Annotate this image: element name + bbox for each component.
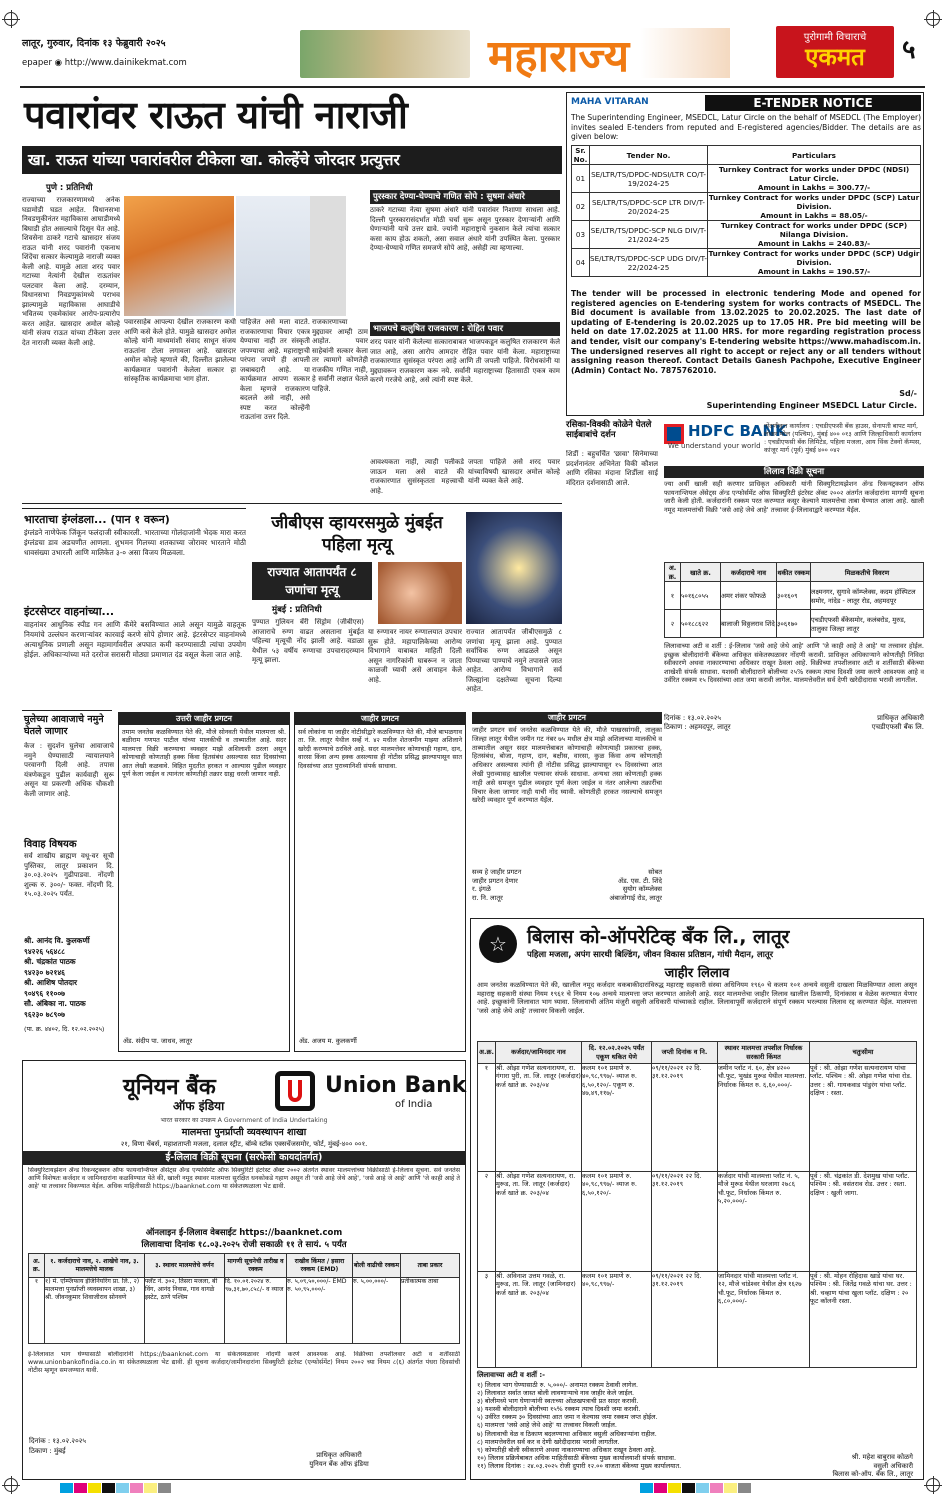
hdfc-title: लिलाव विक्री सूचना [664,466,924,478]
side1-headline: पुरस्कार देण्या-घेण्याचे गणित सोपे : सुषमा अंधारे [370,190,560,204]
paper-tagline: पुरोगामी विचाराचे [803,32,867,43]
th-particulars: Particulars [708,146,921,165]
tender-particulars: Turnkey Contract for works under DPDC (NDSI) Latur Circle. [718,165,910,183]
th-amount: थकीत रक्कम [777,563,811,582]
brief1-body: इंग्लंडने नाणेफेक जिंकून फलंदाजी स्वीकारली. भारताच्या गोलंदाजांनी भेदक मारा करत इंग्लंडचा डाव अडचणीत आणला. शुभमन गिलच्या शतकाच्या जोरावर भारताने मोठी धावसंख्या उभारली आणि मालिकेत ३-० असा विजय मिळवला. [24,528,246,557]
tender-particulars: Turnkey Contract for works under DPDC (SCP) Nilanga Division. [720,221,908,239]
hdfc-sign2: एचडीएफसी बँक लि. [871,723,924,731]
union-title: ई-लिलाव विक्री सूचना (सरफेसी कायदांतर्गत) [23,1151,465,1165]
th-sr: Sr. No. [572,146,590,165]
bilas-term: ७) लिलावाची वेळ व ठिकाण बदलण्याचा अधिकार वसुली अधिकाऱ्यांना राहील. [477,1429,657,1438]
th-no: अ.क्र. [478,1042,496,1064]
tender-amount: Amount in Lakhs = 88.05/- [760,211,868,220]
hdfc-row-amount: ३०१६०९ [777,582,811,610]
hdfc-row-account: ५०१६८०५५ [681,582,721,610]
gbs-kicker: राज्यात आतापर्यंत ८ जणांचा मृत्यू [252,562,372,600]
tender-table [571,145,921,277]
rule [22,508,246,509]
lead-subhead: खा. राऊत यांच्या पवारांवरील टीकेला खा. कोल्हेंचे जोरदार प्रत्युत्तर [22,146,562,174]
hdfc-place: ठिकाण : अहमदपूर, लातूर [664,723,731,731]
jahir-name: जाहीर प्रगटन देणार [472,876,518,885]
photo-raut [236,196,312,316]
union-row-no: १ [29,1278,45,1344]
bilas-row-bounds: पूर्व : श्री. ओझा गणेश सत्यनारायण यांचा प्लॉट. पश्चिम : श्री. ओझा गणेश यांचा रोड. उत्तर : श्री. गायकवाड पांडुरंग यांचा प्लॉट. दक्षिण : रस्ता. [810,1064,917,1172]
bilas-row-attach: ०९/११/२०२१ २२ दि. ३१.१२.२०१९ [652,1272,718,1368]
th-no: अ. क्र. [29,1254,45,1278]
th-property: ३. स्थावर मालमत्तेचे वर्णन [145,1254,225,1278]
bilas-term: ९) कोणतीही बोली स्वीकारणे अथवा नाकारण्याचा अधिकार राखून ठेवला आहे. [477,1445,656,1454]
th-borrower: १. कर्जदाराचे नाव, २. शाखेचे नाव, ३. मालमत्तेचे मालक [45,1254,145,1278]
bilas-row-due: कलम १०१ प्रमाणे रु. ४०,९८,९९७/- व्याज रु. ६,५०,१२०/- एकूण रु. ४७,४९,११७/- [582,1064,652,1172]
union-sign: प्राधिकृत अधिकारी [316,1451,362,1459]
bilas-title: बिलास को-ऑपरेटिव्ह बँक लि., लातूर [527,926,790,948]
th-demand: मागणी सूचनेची तारीख व रक्कम [225,1254,287,1278]
union-sign: युनियन बँक ऑफ इंडिया [309,1459,369,1468]
union-name-mr: यूनियन बैंक [123,1075,216,1100]
notice-a-box [118,712,290,1052]
rasik-headline: रसिका-विक्की कोळेने घेतले साईबाबांचे दर्शन [566,420,652,440]
jahir-name: अंबाजोगाई रोड, लातूर [609,893,662,902]
bilas-row-name: श्री. ओझा गणेश सत्यनारायण, रा. गंगारा पुरी, ता. जि. लातूर (कर्जदार) कर्ज खाते क्र. २०३/०४ [496,1064,582,1172]
bilas-sign: श्री. महेश बाबुराव कोळगे [851,1453,913,1461]
union-name-en: Union Bank [325,1073,467,1098]
th-tender-no: Tender No. [590,146,708,165]
death-body: केज : सुदर्शन घुलेचा आवाजाचे नमुने घेण्यासाठी न्यायालयाने परवानगी दिली आहे. तपास यंत्रणेकडून पुढील कार्यवाही सुरू असून या प्रकरणी अधिक चौकशी केली जाणार आहे. [24,742,114,798]
rule [22,710,112,711]
th-reserve: राखीव किंमत / इसारा रक्कम (EMD) [287,1254,353,1278]
notice-b-box [294,712,466,1052]
tender-no: SE/LTR/TS/DPDC-SCP LTR DIV/T-20/2024-25 [590,193,708,221]
registration-mark [926,12,940,26]
notice-a-sign: ॲड. संदीप पा. जाधव, लातूर [123,1037,193,1045]
bilas-row-property: कर्जदार यांची मालमत्ता प्लॉट नं. ५, मौजे मुरूड येथील घरजागा २७८६ चौ.फूट, निर्धारक किंमत रु. ५,२०,०००/- [718,1172,810,1272]
bilas-row-name: श्री. अविनाश उत्तम गवळे, रा. मुरूड, ता. जि. लातूर (जामिनदार) कर्ज खाते क्र. २०३/०४ [496,1272,582,1368]
matri-contact: ९४२२६ ५६४८८ [24,946,66,956]
lead-col3b: राजकारणाच्या मुद्द्यावर आम्ही ठाम आहोत. पवार साहेबांनी सत्कार केला तर त्यामागे कोणतेही राजकीय गणित नाही, हे सर्वांनी लक्षात घेतले पाहिजे. [312,318,368,393]
hdfc-row-borrower: अमर शंकर फोफळे [721,582,777,610]
gbs-col3: राज्यात आतापर्यंत जीबीएसमुळे ८ जणांचा मृत्यू झाला आहे. पुण्यात सर्वाधिक रुग्ण आढळले असून पिण्याच्या पाण्याचे नमुने तपासले जात आहेत. आरोग्य विभागाने सर्व जिल्ह्यांना दक्षतेच्या सूचना दिल्या आहेत. [466,628,562,693]
rasik-body: शिर्डी : बहुचर्चित 'छावा' सिनेमाच्या प्रदर्शनानंतर अभिनेता विकी कौशल आणि रसिका मंदाना शिर्डीला साई मंदिरात दर्शनासाठी आले. [566,450,658,487]
brief2-headline: इंटरसेप्टर वाहनांच्या... [24,605,115,618]
registration-mark [4,1478,18,1492]
jahir-name: र. इंगळे [472,885,491,893]
hdfc-sign1: प्राधिकृत अधिकारी [877,714,924,722]
union-row-property: फ्लॅट नं. ३०२, तिसरा मजला, बी विंग, आनंद निवास, गाव वागळे इस्टेट, ठाणे पश्चिम [145,1278,225,1344]
union-row-possession: प्रतीकात्मक ताबा [401,1278,460,1344]
bilas-row-bounds: पूर्व : श्री. मोहन रोहिदास खाडे यांचा घर. पश्चिम : श्री. जितेंद्र गवळे यांचा घर. उत्तर : श्री. चव्हाण यांचा खुला प्लॉट. दक्षिण : २० फूट कॉलनी रस्ता. [810,1272,917,1368]
matri-headline: विवाह विषयक [24,839,77,850]
union-sub-mr: ऑफ इंडिया [173,1099,225,1113]
brief2-body: वाहनांवर आधुनिक स्पीड गन आणि कॅमेरे बसविण्यात आले असून यामुळे वाहतूक नियमांचे उल्लंघन करणाऱ्यांवर कारवाई करणे सोपे होणार आहे. इंटरसेप्टर वाहनांमध्ये अत्याधुनिक प्रणाली असून महामार्गावरील अपघात कमी करण्यासाठी त्यांचा उपयोग होईल. अधिकाऱ्यांच्या मते दररोज सरासरी मोठ्या प्रमाणात दंड वसूल केला जात आहे. [24,620,246,659]
bilas-table [477,1041,917,1368]
tender-sr: 04 [572,249,590,277]
epaper-line [22,58,187,68]
matri-contact: ९६२३० ७८९०७ [24,1009,66,1019]
photo-neurons [466,512,562,624]
notice-b-sign: ॲड. अजय म. कुलकर्णी [299,1037,357,1045]
th-no: अ. क्र. [665,563,681,582]
matri-contact: सौ. अंबिका ना. पाठक [24,999,86,1008]
notice-b-title: जाहीर प्रगटन [295,713,465,725]
hdfc-row-borrower: बालाजी विठ्ठलराव शिंदे [721,610,777,638]
side2-headline: भाजपचे कलुषित राजकारण : रोहित पवार [370,322,560,336]
side1-body: ठाकरे गटाच्या नेत्या सुषमा अंधारे यांनी पवारांवर निशाणा साधला आहे. दिल्ली पुरस्कारासंदर्भात मोठी चर्चा सुरू असून पुरस्कार देणाऱ्यांनी आणि घेणाऱ्यांनी याचे उत्तर द्यावे. ज्यांनी महाराष्ट्राचे नुकसान केले त्यांचा सत्कार कसा काय होऊ शकतो, असा सवाल अंधारे यांनी उपस्थित केला. पुरस्कार देण्या-घेण्याचे गणित समजणे सोपे आहे, असेही त्या म्हणाल्या. [370,206,560,252]
bilas-term: ४) यशस्वी बोलीदाराने बोलीच्या १५% रक्कम त्याच दिवशी जमा करावी. [477,1405,641,1414]
gbs-col1: पुण्यात गुलियन बॅरी सिंड्रोम (जीबीएस) आजाराचे रुग्ण वाढत असताना मुंबईत पहिल्या मृत्यूची नोंद झाली आहे. वडाळा येथील ५३ वर्षीय रुग्णाचा उपचारादरम्यान मृत्यू झाला. [252,618,364,664]
bilas-term: ११) लिलाव दिनांक : २४.०३.२०२५ रोजी दुपारी १२.०० वाजता बँकेच्या मुख्य कार्यालयात. [477,1461,682,1470]
matri-contact: ९४२३० ७२१४६ [24,967,66,977]
union-auction-site: ऑनलाइन ई-लिलाव वेबसाईट https://baanknet.com [145,1228,343,1238]
photo-pawar [310,196,346,316]
hdfc-row-property: एचडीएफसी बँकेसमोर, कलंबरोड, मुरुड, तालुका जिल्हा लातूर [811,610,924,638]
page-number: ५ [902,35,916,65]
paper-name: एकमत [805,43,865,71]
bilas-term: ६) मालमत्ता 'जसे आहे जेथे आहे' या तत्त्वावर विकली जाईल. [477,1421,617,1430]
union-row-increment: रु. ५,००,०००/- [353,1278,401,1344]
brief1-headline: भारताचा इंग्लंडला... (पान १ वरून) [24,513,170,526]
death-headline: घुलेच्या आवाजाचे नमुने घेतले जाणार [24,714,104,737]
union-footer: ई-लिलावात भाग घेण्यासाठी बोलीदारांनी https://baanknet.com या संकेतस्थळावर नोंदणी करणे आवश्यक आहे. विक्रीच्या तपशीलवार अटी व शर्तींसाठी www.unionbankofindia.co.in या संकेतस्थळाला भेट द्यावी. ही सूचना कर्जदार/जामीनदारांना सिक्युरिटी इंटरेस्ट (एन्फोर्समेंट) नियम २००२ च्या नियम ८(६) अंतर्गत पंधरा दिवसांची नोटीस म्हणून समजण्यात यावी. [28,1351,460,1375]
tender-no: SE/LTR/TS/DPDC-NDSI/LTR CO/T-19/2024-25 [590,165,708,193]
union-auction-date: लिलावाचा दिनांक १८.०३.२०२५ रोजी सकाळी ११ ते सायं. ५ पर्यंत [141,1240,347,1250]
hdfc-slogan: We understand your world [668,442,761,450]
bilas-row-name: श्री. ओझा गणेश सत्यनारायण, रा. मुरूड, ता. जि. लातूर (कर्जदार) कर्ज खाते क्र. २०३/०४ [496,1172,582,1272]
tender-amount: Amount in Lakhs = 240.83/- [757,239,871,248]
tender-sr: 03 [572,221,590,249]
lead-byline: पुणे : प्रतिनिधी [46,183,93,193]
notice-a-title: उत्तरी जाहीर प्रगटन [119,713,289,725]
lead-headline: पवारांवर राऊत यांची नाराजी [24,93,408,137]
tender-particulars: Turnkey Contract for works under DPDC (SCP) Latur Division. [708,193,920,211]
th-property: मिळकतीचे विवरण [811,563,924,582]
matri-body: सर्व शाखीय ब्राह्मण वधू-वर सूची पुस्तिका, लातूर प्रकाशन दि. ३०.०३.२०२५ गुढीपाडवा. नोंदणी शुल्क रु. ३००/- फक्त. नोंदणी दि. १५.०३.२०२५ पर्यंत. [24,852,114,898]
bilas-signature [833,1453,913,1479]
th-account: खाते क्र. [681,563,721,582]
side2-body: शरद पवार यांनी केलेल्या सत्काराबाबत भाजपकडून कलुषित राजकारण केले जात आहे, असा आरोप आमदार रोहित पवार यांनी केला. महाराष्ट्राच्या राजकारणात सुसंस्कृत परंपरा आहे आणि ती जपली पाहिजे. विरोधकांनी या मुद्द्यावरून राजकारण करू नये. सर्वांनी महाराष्ट्राच्या हितासाठी एकत्र काम करणे गरजेचे आहे, असे त्यांनी स्पष्ट केले. [370,338,560,384]
epaper-label: epaper [22,58,52,68]
union-body: सिक्युरिटायझेशन ॲन्ड रिकन्स्ट्रक्शन ऑफ फायनान्शियल ॲसेट्स ॲन्ड एन्फोर्समेंट ऑफ सिक्युरिटी इंटरेस्ट ॲक्ट २००२ अंतर्गत स्थावर मालमत्तांच्या विक्रीसाठी ई-लिलाव सूचना. सर्व जनतेस आणि विशेषतः कर्जदार व जामिनदारांना कळविण्यात येते की, खाली नमूद स्थावर मालमत्ता सुरक्षित धनकोकडे गहाण असून ती 'जसे आहे जेथे आहे', 'जसे आहे जे आहे' आणि 'जे काही आहे ते आहे' या तत्त्वावर विकण्यात येईल. अधिक माहितीसाठी https://baanknet.com या संकेतस्थळाला भेट द्यावी. [28,1167,460,1191]
bilas-sign: वसुली अधिकारी [873,1461,913,1470]
bilas-address: पहिला मजला, अपंग सारथी बिल्डिंग, जीवन विकास प्रतिष्ठान, गांधी मैदान, लातूर [527,949,774,959]
hdfc-row-no: २ [665,610,681,638]
gbs-col2: या रुग्णावर नायर रुग्णालयात उपचार सुरू होते. महापालिकेच्या आरोग्य विभागाने याबाबत माहिती दिली असून नागरिकांनी घाबरून न जाता काळजी घ्यावी असे आवाहन केले आहे. [368,628,462,684]
bilas-term: ५) उर्वरित रक्कम ३० दिवसांच्या आत जमा न केल्यास जमा रक्कम जप्त होईल. [477,1413,658,1422]
color-bar [640,1483,752,1493]
bilas-row-no: २ [478,1172,496,1272]
union-address: २१, विणा चेंबर्स, महाशताप्ती मजला, दलाल स्ट्रीट, बॉम्बे स्टॉक एक्सचेंजसमोर, फोर्ट, मुंबई-४०० ००१. [120,1140,368,1148]
hdfc-row-account: ५०१८८६२२ [681,610,721,638]
th-borrower: कर्जदाराचे नाव [721,563,777,582]
union-place: ठिकाण : मुंबई [29,1447,66,1455]
photo-kolhe [124,196,234,316]
union-sub-en: of India [395,1099,433,1110]
jahir-names [472,868,662,902]
hdfc-logo-icon [664,424,684,444]
lead-col1: राज्याच्या राजकारणामध्ये अनेक घडामोडी घडत आहेत. विधानसभा निवडणुकीनंतर महाविकास आघाडीमध्ये बिघाडी होत असल्याचे दिसून येत आहे. शिवसेना ठाकरे गटाचे खासदार संजय राऊत यांनी शरद पवारांनी एकनाथ शिंदेंचा सत्कार केल्यामुळे नाराजी व्यक्त केली आहे. यामुळे आता शरद पवार गटाच्या नेत्यांनी देखील राऊतांवर पलटवार केला आहे. दरम्यान, विधानसभा निवडणुकांमध्ये पराभव झाल्यामुळे महाविकास आघाडीचे भवितव्य एकमेकांवर आरोप-प्रत्यारोप करत आहेत. खासदार अमोल कोल्हे यांनी संजय राऊत यांच्या टीकेला उत्तर देत नाराजी व्यक्त केली आहे. [22,196,120,347]
jahir-title: जाहीर प्रगटन [472,712,662,724]
masthead-rule [20,86,925,88]
bilas-sign: बिलास को-ऑप. बँक लि., लातूर [832,1470,913,1479]
lead-col3: पाहिजेत असे मला वाटते. राजकारणाचा विचार एकत्र येण्याचा नाही तर संस्कृती जपण्याचा आहे. महाराष्ट्राची परंपरा जपणे ही आपली जबाबदारी आहे. या कार्यक्रमात आपण सत्कार केला म्हणजे राजकारण बदलले असे नाही, असे स्पष्ट करत कोल्हेंनी राऊतांना उत्तर दिले. [240,318,310,421]
union-tagline: भारत सरकार का उपक्रम A Government of India Undertaking [160,1117,328,1124]
matri-contact: ९०४९६ ११००७ [24,988,66,998]
bilas-term: १) लिलाव भाग घेण्यासाठी रु. ५,०००/- अनामत रक्कम ठेवावी लागेल. [477,1381,638,1389]
hdfc-row-no: १ [665,582,681,610]
hdfc-table [664,562,924,638]
matri-contact: श्री. आनंद वि. कुलकर्णी [24,936,90,945]
color-bar [60,1483,172,1493]
section-title: महाराज्य [488,31,630,82]
matri-contact: श्री. आशिष पोतदार [24,978,78,987]
tender-intro: The Superintending Engineer, MSEDCL, Latur Circle on the behalf of MSEDCL (The Employer) invites sealed E-tenders from reputed and E-registered agencies/Bidder. The details are as given below: [571,113,921,141]
th-attachment: जप्ती दिनांक व नि. [652,1042,718,1064]
bilas-row-due: कलम १०१ प्रमाणे रु. ४०,९८,९९७/- व्याज रु. ६,५०,१२०/- [582,1172,652,1272]
maharashtra-map-banner [300,30,470,78]
bilas-row-attach: ०९/११/२०२१ २२ दि. ३१.१२.२०१९ [652,1172,718,1272]
gbs-headline: जीबीएस व्हायरसमुळे मुंबईत पहिला मृत्यू [271,513,443,555]
bilas-box [470,918,924,1480]
hdfc-terms: लिलावाच्या अटी व शर्ती : ई-लिलाव 'जसे आहे जेथे आहे' आणि 'जे काही आहे ते आहे' या तत्त्वावर होईल. इच्छुक बोलीदारांनी बँकेच्या अधिकृत संकेतस्थळावर नोंदणी करावी. प्राधिकृत अधिकाऱ्याने कोणतीही निविदा स्वीकारणे अथवा नाकारण्याचा अधिकार राखून ठेवला आहे. विक्रीच्या तपशीलवार अटी व शर्तीसाठी बँकेच्या शाखेशी संपर्क साधावा. यशस्वी बोलीदाराने बोलीच्या २५% रक्कम त्याच दिवशी जमा करणे आवश्यक आहे व उर्वरित रक्कम १५ दिवसांच्या आत जमा करावी लागेल. मालमत्तेवरील सर्व देणी खरेदीदारास भरावी लागतील. [664,642,924,684]
union-signature [223,1451,455,1469]
matri-footer: (पा. क्र. ४४०२, दि. १२.०२.२०२५) [24,1025,105,1033]
union-row-reserve: रु. ५,०९,५०,०००/- EMD रु. ५०,९५,०००/- [287,1278,353,1344]
lead-col2: पवारसाहेब आपल्या देखील राजकारण कधी आणि कसे केले होते. यामुळे खासदार अमोल कोल्हे यांनी माध्यमांशी संवाद साधून संजय राऊतांना टोला लगावला आहे. खासदार अमोल कोल्हे म्हणाले की, दिल्लीत झालेल्या कार्यक्रमात पवारांनी केलेला सत्कार हा सांस्कृतिक कार्यक्रमाचा भाग होता. [124,318,236,383]
th-borrower: कर्जदार/जामिनदार नाव [496,1042,582,1064]
bilas-term: २) लिलावात सर्वात जास्त बोली लावणाऱ्याचे नाव जाहीर केले जाईल. [477,1389,635,1398]
mahavitaran-logo: MAHA VITARAN [571,97,649,107]
jahir-name: सुयोग कॉम्प्लेक्स [622,885,662,893]
paper-logo [776,26,894,78]
side2-tail1: आवश्यकता नाही, त्याही पलीकडे जाऊन मला असे वाटते की राजकारणात सुसंस्कृतता महत्त्वाची आहे. [370,458,464,495]
th-possession: ताबा प्रकार [401,1254,460,1278]
tender-no: SE/LTR/TS/DPDC-SCP NLG DIV/T-21/2024-25 [590,221,708,249]
hdfc-row-property: लक्ष्मनगर, सुगावे कॉम्प्लेक्स, कदम हॉस्पिटल समोर, नांदेड - लातूर रोड, अहमदपूर [811,582,924,610]
tender-particulars: Turnkey Contract for works under DPDC (SCP) Udgir Division. [708,249,920,267]
bilas-intro: आम जनतेस कळविण्यात येते की, खालील नमूद कर्जदार थकबाकीदारांविरुद्ध महाराष्ट्र सहकारी संस्था अधिनियम १९६० चे कलम १०१ अन्वये वसुली दाखला मिळविण्यात आला असून महाराष्ट्र सहकारी संस्था नियम १९६१ चे नियम १०७ अन्वये मालमत्ता जप्त करण्यात आलेली आहे. सदर मालमत्तेचा जाहीर लिलाव खालील ठिकाणी, दिनांकास व वेळेस करण्यात येणार आहे. इच्छुकांनी लिलावात भाग घ्यावा. लिलावाची अंतिम मंजुरी वसुली अधिकारी यांच्याकडे राहील. लिलावापूर्वी कर्जदाराने संपूर्ण रक्कम भरल्यास लिलाव रद्द करण्यात येईल. मालमत्ता 'जसे आहे जेथे आहे' तत्त्वावर विकली जाईल. [477,981,917,1015]
bilas-notice: जाहीर लिलाव [664,966,730,981]
union-box [22,1060,466,1480]
th-increment: बोली वाढीची रक्कम [353,1254,401,1278]
registration-mark [926,1478,940,1492]
tender-amount: Amount in Lakhs = 300.77/- [757,183,871,192]
tender-sr: 01 [572,165,590,193]
bilas-row-no: १ [478,1064,496,1172]
notice-a-body: तमाम जनतेस कळविण्यात येते की, मौजे सोनवती येथील मालमत्ता श्री. बळीराम गणपत पाटील यांच्या मालकीची व ताब्यातील आहे. सदर मालमत्ता विक्री करण्याचा व्यवहार माझे अशिलाशी ठरला असून कोणाचाही कोणताही हक्क किंवा हितसंबंध असल्यास सात दिवसांच्या आत लेखी कळवावे. विहित मुदतीत हरकत न आल्यास पुढील व्यवहार पूर्ण केला जाईल व त्यानंतर कोणतीही तक्रार ग्राह्य धरली जाणार नाही. [122,728,286,779]
side2-tail2: जपता पाहिजे असे शरद पवार यांच्याविषयी खासदार अमोल कोल्हे यांनी व्यक्त केले आहे. [468,458,560,485]
union-logo-icon [275,1071,315,1111]
bilas-row-bounds: पूर्व : श्री. चंद्रकांत डी. देशमुख यांचा प्लॉट. पश्चिम : श्री. वसंतराव रोड. उत्तर : रस्ता. दक्षिण : खुली जागा. [810,1172,917,1272]
tender-no: SE/LTR/TS/DPDC-SCP UDG DIV/T-22/2024-25 [590,249,708,277]
tender-box [566,92,924,416]
bilas-row-attach: ०९/११/२०२१ २२ दि. ३१.१२.२०१९ [652,1064,718,1172]
union-date: दिनांक : १३.०२.२०२५ [29,1437,86,1445]
hdfc-body: ज्या अर्थी खाली सही करणार प्राधिकृत अधिकारी यांनी सिक्युरिटायझेशन ॲन्ड रिकन्स्ट्रक्शन ऑफ फायनान्शियल ॲसेट्स ॲन्ड एन्फोर्समेंट ऑफ सिक्युरिटी इंटरेस्ट ॲक्ट २००२ अंतर्गत कर्जदारांना मागणी सूचना जारी केली होती. कर्जदारांनी रक्कम परत करण्यात कसूर केल्याने मालमत्तेचा ताबा घेण्यात आला आहे. खाली नमूद मालमत्तांची विक्री 'जसे आहे जेथे आहे' तत्त्वावर ई-लिलावाद्वारे करण्यात येईल. [664,480,924,514]
jahir-name: रा. नि. लातूर [472,893,503,902]
bilas-row-due: कलम १०१ प्रमाणे रु. ४०,९८,९९७/- [582,1272,652,1368]
union-row-name: १) मे. एम्प्लिफाय इंजिनियरिंग प्रा. लि., २) मालमत्ता पुनर्प्राप्ती व्यवस्थापन शाखा, ३) श्री. जीवनकुमार शिवाजीराव सोनवणे [45,1278,145,1344]
photo-gbs [378,562,462,624]
tender-amount: Amount in Lakhs = 190.57/- [757,267,871,276]
matri-contact: श्री. चंद्रकांत पाठक [24,957,76,966]
matri-contacts [24,936,116,1020]
globe-icon: ◉ [54,58,63,68]
dateline: लातूर, गुरुवार, दिनांक १३ फेब्रुवारी २०२५ [22,38,166,49]
tender-sr: 02 [572,193,590,221]
tender-body: The tender will be processed in electronic tendering Mode and opened for registered agencies on E-tendering system for works contracts of MSEDCL. The Bid document is available from 13.02.2025 to 20.02.2025. The last date of updating of E-tendering is 20.02.2025 up to 17.05 HR. Pre bid meeting will be held on date 17.02.2025 at 11.00 HRS. for more regarding registration process and tender, visit our company's E-tendering website https://www.mahadiscom.in. The undersigned reserves all right to accept or reject any or all tenders without assigning reason thereof. Contact Details Ganesh Pachpohe, Executive Engineer (Admin) Contact No. 7875762010. [571,289,921,375]
bilas-terms-title: लिलावाच्या अटी व शर्ती :- [477,1371,546,1379]
jahir-name: सव्य हे जाहीर प्रगटन [472,868,522,876]
jahir-body: जाहीर प्रगटन सर्व जनतेस कळविण्यात येते की, मौजे पाखरसांगवी, तालुका जिल्हा लातूर येथील जमीन गट नंबर ७५ मधील क्षेत्र माझे अशिलाच्या मालकीचे व ताब्यातील असून सदर मालमत्तेबाबत कोणाचाही कोणत्याही प्रकारचा हक्क, हितसंबंध, बोजा, गहाण, दान, बक्षीस, वारसा, कुळ किंवा अन्य कोणताही अधिकार असल्यास त्यांनी ही नोटीस प्रसिद्ध झाल्यापासून १५ दिवसांच्या आत लेखी पुराव्यासह खालील पत्त्यावर संपर्क साधावा. अन्यथा तसा कोणताही हक्क नाही असे समजून पुढील व्यवहार पूर्ण केला जाईल व नंतर आलेल्या तक्रारींचा विचार केला जाणार नाही याची नोंद घ्यावी. कोणतीही हरकत नसल्याचे समजून खरेदी व्यवहार पूर्ण करण्यात येईल. [472,726,662,805]
notice-b-body: सर्व लोकांना या जाहीर नोटीसीद्वारे कळविण्यात येते की, मौजे बाभळगाव ता. जि. लातूर येथील सर्व्हे नं. ४२ मधील शेतजमीन माझ्या अशिलाने खरेदी करण्याचे ठरविले आहे. सदर मालमत्तेवर कोणाचाही गहाण, दान, वारसा किंवा अन्य हक्क असल्यास ही नोटीस प्रसिद्ध झाल्यापासून सात दिवसांच्या आत पुराव्यानिशी संपर्क साधावा. [298,728,462,770]
bilas-term: ८) मालमत्तेवरील सर्व कर व देणी खरेदीदारास भरावी लागतील. [477,1437,620,1446]
lead-bottom-rule [22,503,562,504]
th-dues: दि. १२.०२.२०२५ पर्यंत एकूण थकित येणे [582,1042,652,1064]
registration-mark [4,12,18,26]
gbs-byline: मुंबई : प्रतिनिधी [272,605,322,615]
hdfc-address: नोंदणीकृत कार्यालय : एचडीएफसी बँक हाउस, सेनापती बापट मार्ग, लोअर परेल (पश्चिम), मुंबई ४०० ०१३ आणि जिल्हाधिकारी कार्यालय : एचडीएफसी बँक लिमिटेड, पहिला मजला, आय थिंक टेक्नो कॅम्पस, कांजूर मार्ग (पूर्व) मुंबई ४०० ०४२ [764,422,922,454]
jahir-name: सोबत [648,868,662,876]
th-property: स्थावर मालमत्ता तपशील निर्धारक सरकारी किंमत [718,1042,810,1064]
union-branch: मालमत्ता पुनर्प्राप्ती व्यवस्थापन शाखा [181,1127,307,1138]
tender-title: E-TENDER NOTICE [705,95,921,111]
union-row-demand: दि. १०.०१.२०२४ रु. ९७,३१,७०,८५८/- व व्याज [225,1278,287,1344]
hdfc-row-amount: ३०६१७० [777,610,811,638]
th-boundaries: चतुःसीमा [810,1042,917,1064]
bilas-logo-icon: ☆ [479,925,517,963]
bilas-row-property: जामिनदार यांची मालमत्ता प्लॉट नं. १२, मौजे चांडेश्वर येथील क्षेत्र १६२७ चौ.फूट, निर्धारक किंमत रु. ६,८०,०००/- [718,1272,810,1368]
tender-sign: Superintending Engineer MSEDCL Latur Circle. [706,401,917,410]
bilas-row-property: जमीन प्लॉट नं. ६०, क्षेत्र ४२०० चौ.फूट, भुखंड मुरूड येथील मालमत्ता. निर्धारक किंमत रु. ६,६०,०००/- [718,1064,810,1172]
masthead-shade [640,28,730,78]
union-table [28,1253,460,1344]
jahir-name: ॲड. एस. टी. शिंदे [618,876,662,885]
hdfc-name: HDFC BANK [688,422,787,440]
tender-sd: Sd/- [899,389,917,398]
hdfc-date: दिनांक : १३.०२.२०२५ [664,714,721,722]
bilas-term: १०) लिलाव प्रक्रियेबाबत अधिक माहितीसाठी बँकेच्या मुख्य कार्यालयाशी संपर्क साधावा. [477,1453,676,1462]
website-link[interactable]: http://www.dainikekmat.com [64,58,187,68]
bilas-term: ३) बोलीमध्ये भाग घेणाऱ्यांनी स्वतःच्या ओळखपत्राची प्रत सादर करावी. [477,1397,639,1406]
bilas-row-no: ३ [478,1272,496,1368]
